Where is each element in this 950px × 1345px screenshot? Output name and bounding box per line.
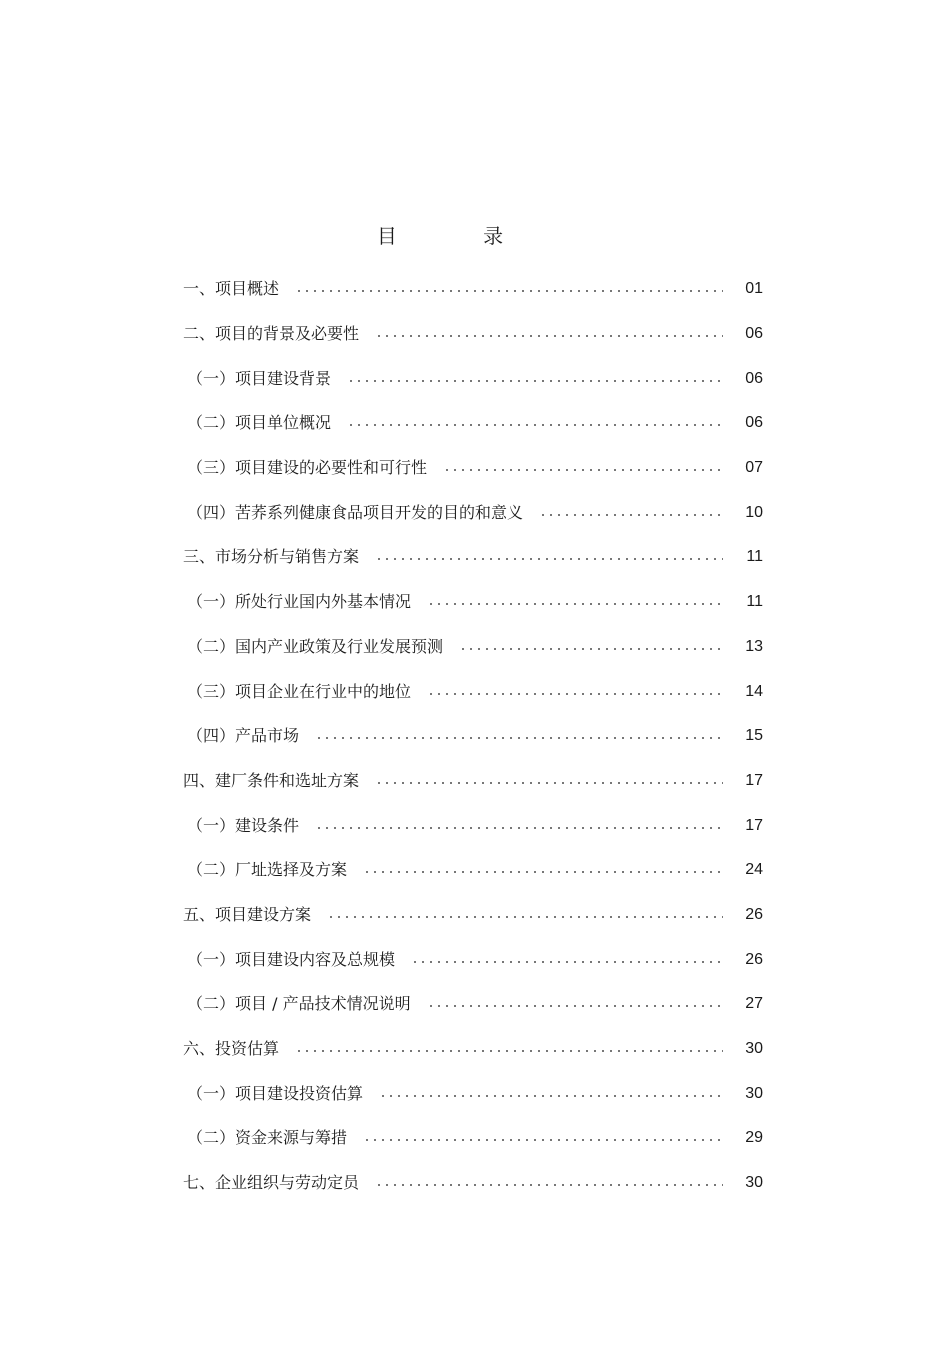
toc-entry-label: （三）项目建设的必要性和可行性 [187,458,428,478]
toc-entry-page: 07 [745,459,763,477]
toc-entry[interactable] [183,937,763,982]
toc-entry[interactable] [183,312,763,357]
toc-entry[interactable] [183,982,763,1027]
toc-entry[interactable] [183,803,763,848]
dot-leader [327,916,723,918]
dot-leader [427,1005,723,1007]
toc-entry-label: （一）项目建设投资估算 [187,1083,364,1103]
toc-entry-page: 27 [745,995,763,1013]
toc-entry-label: （四）产品市场 [187,726,300,746]
toc-entry-label: 七、企业组织与劳动定员 [183,1173,360,1193]
dot-leader [363,871,723,873]
toc-entry-label: 三、市场分析与销售方案 [183,547,360,567]
toc-entry-page: 26 [745,905,763,923]
toc-entry-page: 06 [745,369,763,387]
toc-entry-page: 10 [745,503,763,521]
dot-leader [363,1139,723,1141]
toc-entry-label: （二）资金来源与筹措 [187,1128,348,1148]
toc-entry[interactable] [183,401,763,446]
toc-entry-page: 06 [745,325,763,343]
dot-leader [375,782,723,784]
toc-entry-label: 四、建厂条件和选址方案 [183,770,360,790]
toc-entry[interactable] [183,759,763,804]
toc-entry-page: 15 [745,727,763,745]
dot-leader [295,290,723,292]
dot-leader [379,1095,723,1097]
toc-entry[interactable] [183,446,763,491]
toc-entry-label: （二）厂址选择及方案 [187,860,348,880]
toc-entry-label: 六、投资估算 [183,1039,280,1059]
toc-entry[interactable] [183,1161,763,1206]
toc-entry-label: （二）项目单位概况 [187,413,332,433]
toc-entry[interactable] [183,490,763,535]
dot-leader [375,1184,723,1186]
dot-leader [539,514,723,516]
dot-leader [427,603,723,605]
toc-entry-label: （三）项目企业在行业中的地位 [187,681,412,701]
toc-entry-page: 11 [746,548,763,566]
dot-leader [295,1050,723,1052]
toc-entry[interactable] [183,893,763,938]
toc-entry-page: 30 [745,1040,763,1058]
toc-entry-label: 五、项目建设方案 [183,904,312,924]
dot-leader [315,827,723,829]
toc-entry[interactable] [183,356,763,401]
dot-leader [427,693,723,695]
toc-entry-page: 30 [745,1174,763,1192]
dot-leader [411,961,723,963]
toc-entry-label: 二、项目的背景及必要性 [183,324,360,344]
toc-entry-page: 17 [745,816,763,834]
dot-leader [347,380,723,382]
toc-entry-page: 17 [745,771,763,789]
toc-entry-page: 29 [745,1129,763,1147]
toc-entry-label: 一、项目概述 [183,279,280,299]
toc-entry-label: （二）项目 / 产品技术情况说明 [187,994,411,1014]
dot-leader [315,737,723,739]
toc-entry-label: （四）苦荞系列健康食品项目开发的目的和意义 [187,502,524,522]
toc-entry-label: （一）所处行业国内外基本情况 [187,592,412,612]
dot-leader [375,335,723,337]
toc-entry-label: （二）国内产业政策及行业发展预测 [187,636,444,656]
table-of-contents [183,267,763,1205]
toc-entry[interactable] [183,1027,763,1072]
toc-entry-page: 30 [745,1084,763,1102]
toc-entry[interactable] [183,714,763,759]
toc-entry[interactable] [183,1071,763,1116]
toc-entry-page: 13 [745,637,763,655]
dot-leader [375,558,723,560]
toc-entry-page: 01 [745,280,763,298]
toc-entry[interactable] [183,535,763,580]
toc-entry[interactable] [183,1116,763,1161]
toc-entry-label: （一）建设条件 [187,815,300,835]
dot-leader [443,469,723,471]
toc-entry[interactable] [183,669,763,714]
toc-entry[interactable] [183,848,763,893]
toc-entry[interactable] [183,580,763,625]
toc-entry[interactable] [183,625,763,670]
toc-entry-page: 06 [745,414,763,432]
dot-leader [459,648,723,650]
toc-entry-page: 14 [745,682,763,700]
toc-entry-page: 26 [745,950,763,968]
dot-leader [347,424,723,426]
toc-title: 目 录 [376,224,544,248]
toc-entry[interactable] [183,267,763,312]
toc-entry-label: （一）项目建设内容及总规模 [187,949,396,969]
toc-entry-label: （一）项目建设背景 [187,368,332,388]
toc-entry-page: 11 [746,593,763,611]
toc-entry-page: 24 [745,861,763,879]
